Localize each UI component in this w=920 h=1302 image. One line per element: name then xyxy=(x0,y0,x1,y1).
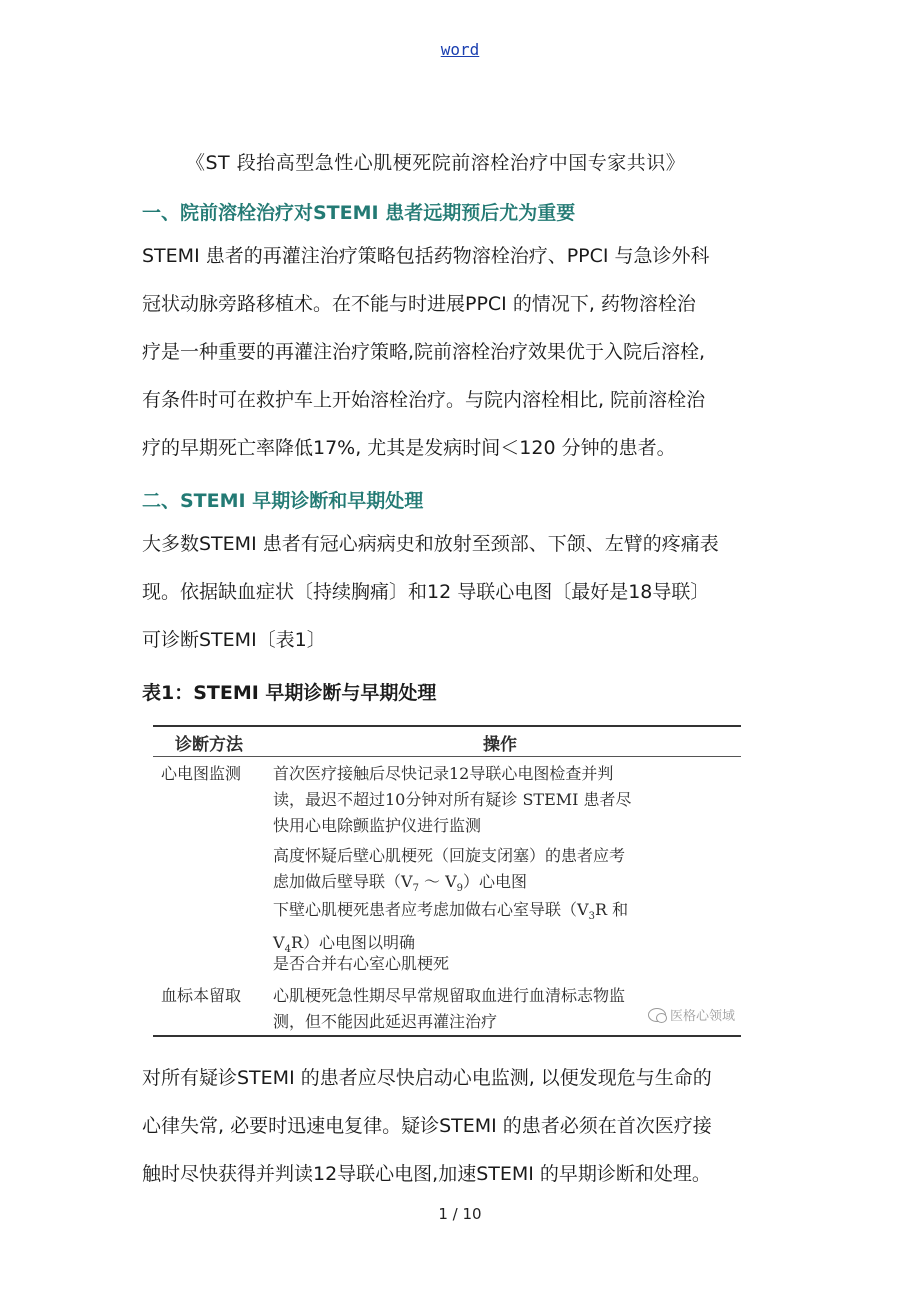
text-line: 有条件时可在救护车上开始溶栓治疗。与院内溶栓相比, 院前溶栓治 xyxy=(142,389,706,411)
op-line: 快用心电除颤监护仪进行监测 xyxy=(273,816,482,835)
watermark xyxy=(648,1005,735,1024)
subscript: 7 xyxy=(412,883,419,895)
op-fragment: ～ V xyxy=(418,872,457,891)
op-fragment: V xyxy=(273,933,285,953)
table-cell-method: 心电图监测 xyxy=(161,764,242,783)
op-fragment: 下壁心肌梗死患者应考虑加做右心室导联（V xyxy=(273,900,589,919)
op-line: 测，但不能因此延迟再灌注治疗 xyxy=(273,1012,498,1031)
subscript: 3 xyxy=(588,911,595,923)
table-header-rule xyxy=(153,756,741,757)
text-line: 触时尽快获得并判读12导联心电图,加速STEMI 的早期诊断和处理。 xyxy=(142,1163,711,1185)
op-fragment: 虑加做后壁导联（V xyxy=(273,872,413,891)
document-title: 《ST 段抬高型急性心肌梗死院前溶栓治疗中国专家共识》 xyxy=(186,152,686,174)
op-line: 首次医疗接触后尽快记录12导联心电图检查并判 xyxy=(273,764,614,783)
section-2-body xyxy=(142,520,792,664)
op-fragment: R 和 xyxy=(594,900,629,919)
section-2-heading: 二、STEMI 早期诊断和早期处理 xyxy=(142,490,424,512)
section-1-body xyxy=(142,232,792,472)
table-cell-method: 血标本留取 xyxy=(161,986,242,1005)
text-line: 心律失常, 必要时迅速电复律。疑诊STEMI 的患者必须在首次医疗接 xyxy=(142,1115,712,1137)
text-line: 对所有疑诊STEMI 的患者应尽快启动心电监测, 以便发现危与生命的 xyxy=(142,1067,712,1089)
table-cell-operation xyxy=(273,843,625,902)
table-bottom-rule xyxy=(153,1035,741,1037)
text-line: 疗是一种重要的再灌注治疗策略,院前溶栓治疗效果优于入院后溶栓, xyxy=(142,341,706,363)
page-header xyxy=(0,40,920,59)
op-line: 高度怀疑后壁心肌梗死（回旋支闭塞）的患者应考 xyxy=(273,846,626,865)
table-cell-operation xyxy=(273,983,625,1035)
op-line: 是否合并右心室心肌梗死 xyxy=(273,954,450,973)
op-fragment: R）心电图以明确 xyxy=(290,933,415,953)
word-link[interactable]: word xyxy=(440,40,480,59)
op-fragment: ）心电图 xyxy=(463,872,528,891)
page-number: 1 / 10 xyxy=(438,1205,482,1223)
text-line: 可诊断STEMI〔表1〕 xyxy=(142,629,326,651)
subscript: 9 xyxy=(456,883,464,895)
text-line: 现。依据缺血症状〔持续胸痛〕和12 导联心电图〔最好是18导联〕 xyxy=(142,581,710,603)
text-line: 疗的早期死亡率降低17%, 尤其是发病时间＜120 分钟的患者。 xyxy=(142,437,676,459)
diagnosis-table xyxy=(153,725,741,1038)
wechat-icon xyxy=(648,1008,666,1022)
subscript: 4 xyxy=(284,944,291,956)
table-top-rule xyxy=(153,725,741,727)
op-line: 心肌梗死急性期尽早常规留取血进行血清标志物监 xyxy=(273,986,626,1005)
text-line: STEMI 患者的再灌注治疗策略包括药物溶栓治疗、PPCI 与急诊外科 xyxy=(142,245,710,267)
watermark-text: 医格心领域 xyxy=(670,1009,736,1024)
op-line xyxy=(273,897,628,930)
table-title: 表1：STEMI 早期诊断与早期处理 xyxy=(142,682,437,704)
text-line: 冠状动脉旁路移植术。在不能与时进展PPCI 的情况下, 药物溶栓治 xyxy=(142,293,696,315)
section-3-body xyxy=(142,1054,792,1198)
table-cell-operation xyxy=(273,761,632,839)
table-cell-operation xyxy=(273,951,449,977)
column-header-method: 诊断方法 xyxy=(175,735,243,755)
op-line: 读，最迟不超过10分钟对所有疑诊 STEMI 患者尽 xyxy=(273,790,632,809)
column-header-operation: 操作 xyxy=(483,735,517,755)
text-line: 大多数STEMI 患者有冠心病病史和放射至颈部、下颌、左臂的疼痛表 xyxy=(142,533,719,555)
section-1-heading: 一、院前溶栓治疗对STEMI 患者远期预后尤为重要 xyxy=(142,202,576,224)
